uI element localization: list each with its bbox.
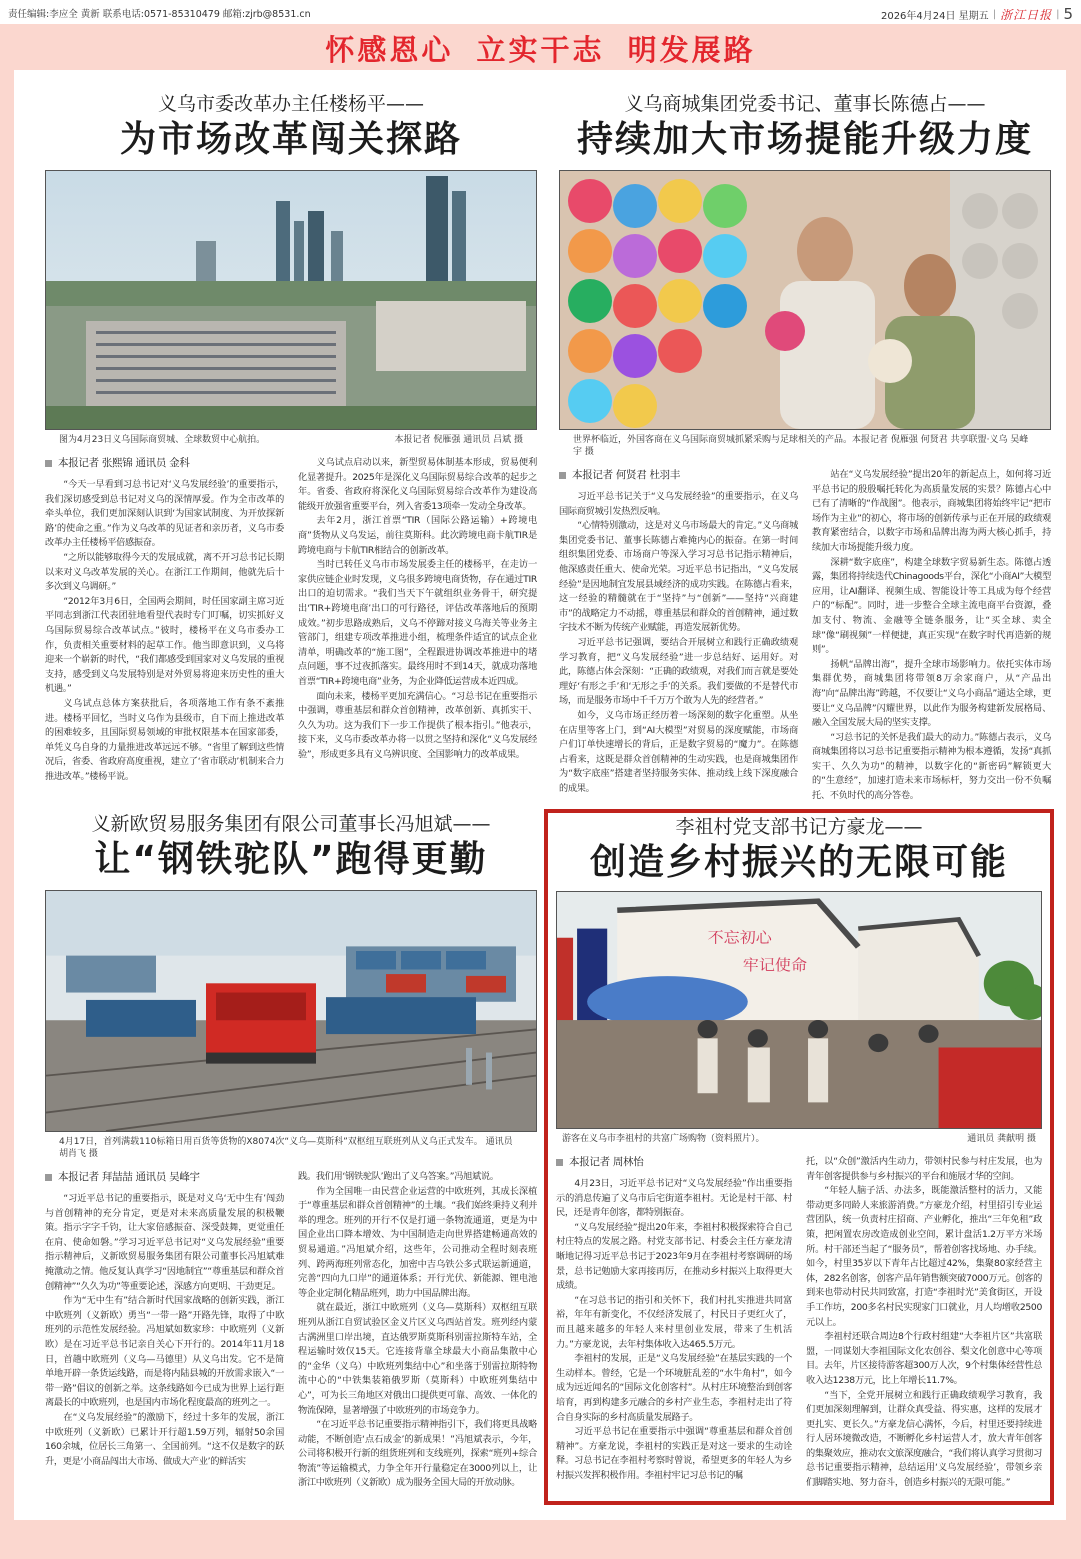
paragraph: 当时已转任义乌市市场发展委主任的楼杨平，在走访一家供应链企业时发现，义乌很多跨境电商货物，存在通过TIR出口的迫切需求。“我们当天下午就组织业务骨干，研究提出‘TIR+跨境电商’出口的可行路径，评估改革落地后的预期成效。”初步思路成熟后，义乌不停蹄对接义乌海关等业务主管部门，组建专项改革推进小组，梳理条件适宜的试点企业清单，明确改革的“施工图”，全程跟进协调改革推进中的堵点问题，事不过夜抓落实。最终用时不到14天，就成功落地首票“TIR+跨境电商”业务，为企业降低运营成本近四成。 <box>298 559 537 687</box>
article-headline: 持续加大市场提能升级力度 <box>576 119 1033 160</box>
paragraph: 习近平总书记关于“义乌发展经验”的重要指示，在义乌国际商贸城引发热烈反响。 <box>559 491 798 517</box>
article-column <box>298 452 537 784</box>
photo-caption-row <box>45 1136 537 1160</box>
paragraph: 托，以“众创”激活内生动力，带领村民参与村庄发展，也为青年创客提供参与乡村振兴的平台和施展才华的空间。 <box>806 1156 1042 1182</box>
byline-text: 本报记者 周林怡 <box>569 1156 644 1168</box>
article-body <box>45 1166 537 1491</box>
photo-credit: 通讯员 龚献明 摄 <box>967 1134 1036 1144</box>
wall-slogan-1: 不忘初心 <box>707 928 772 947</box>
article-feng-xubin <box>45 812 537 1502</box>
photo-illustration <box>557 892 1041 1128</box>
paragraph: 面向未来，楼杨平更加充满信心。“习总书记在重要指示中强调，尊重基层和群众首创精神，改革创新、真抓实干、久久为功。这为我们下一步工作提供了根本指引。”他表示，接下来，义乌市委改革办将一以贯之坚持和深化“义乌发展经验”，形成更多具有义乌辨识度、全国影响力的改革成果。 <box>298 690 537 760</box>
byline-text: 本报记者 张熙锦 通讯员 金科 <box>58 457 190 469</box>
paper-logo: 浙江日报 <box>1000 7 1053 22</box>
byline-text: 本报记者 何贤君 杜羽丰 <box>572 469 681 481</box>
paragraph: “心情特别激动，这是对义乌市场最大的肯定。”义乌商城集团党委书记、董事长陈德占难掩内心的振奋。在第一时间组织集团党委、市场商户等深入学习习总书记指示精神后，他深感责任重大、使命光荣。习近平总书记指出，“义乌发展经验”是因地制宜发展县域经济的成功实践。在陈德占看来，这一经验的精髓就在于“坚持”与“创新”——坚持“兴商建市”的战略定力不动摇，尊重基层和群众的首创精神，通过数字技术不断为传统产业赋能，再造发展新优势。 <box>559 520 798 634</box>
issue-date: 2026年4月24日 星期五 <box>880 10 989 22</box>
article-kicker: 义乌商城集团党委书记、董事长陈德占—— <box>624 93 986 115</box>
paragraph: “义乌发展经验”提出20年来，李祖村积极探索符合自己村庄特点的发展之路。村党支部书记、村委会主任方豪龙清晰地记得习近平总书记于2023年9月在李祖村考察调研的场景，总书记勉励大家再接再厉，在推动乡村振兴上取得更大成绩。 <box>556 1221 792 1292</box>
article-byline <box>45 1170 284 1184</box>
masthead-right <box>881 5 1073 23</box>
paragraph: “今天一早看到习总书记对‘义乌发展经验’的重要指示，我们深切感受到总书记对义乌的深情厚爱。作为全市改革的牵头单位，我们更加深刻认识到‘为国家试制度、为开放探新路’的使命之重。”作为义乌改革的见证者和亲历者，义乌市委改革办主任楼杨平倍感振奋。 <box>45 479 284 549</box>
article-column <box>45 1166 284 1491</box>
masthead <box>0 0 1081 24</box>
photo-football-buyers <box>559 170 1051 430</box>
paragraph: “年轻人脑子活、办法多，既能激活整村的活力，又能带动更多同龄人来旅游消费。”方豪龙介绍，村里招引专业运营团队，统一负责村庄招商、产业孵化，推出“三年免租”政策，把闲置农房改造成创业空间，累计盘活1.2万平方米场所。村干部还当起了“服务员”，帮着创客找场地、办手续。如今，村里35岁以下青年占比超过42%，集聚80家经营主体，282名创客，创客产品年销售额突破7000万元。创客的到来也带动村民共同致富，打造“李祖时光”美食街区，开设手工作坊，200多名村民实现家门口就业，月人均增收2500元以上。 <box>806 1185 1042 1328</box>
paragraph: 义乌试点启动以来，新型贸易体制基本形成，贸易便利化显著提升。2025年是深化义乌国际贸易综合改革的起步之年。省委、省政府将深化义乌国际贸易综合改革作为建设高能级开放强省重要平台，列入省委13项牵一发动全身改革。 <box>298 457 537 512</box>
separator: | <box>1056 8 1060 20</box>
article-byline <box>559 468 798 482</box>
paragraph: “在习总书记的指引和关怀下，我们村扎实推进共同富裕，年年有新变化，不仅经济发展了，村民日子更红火了，而且越来越多的年轻人来村里创业发展，带来了生机活力。”方豪龙说，去年村集体收入达465.5万元。 <box>556 1294 792 1350</box>
article-body <box>45 452 537 784</box>
article-body <box>556 1151 1042 1491</box>
article-column <box>806 1151 1042 1491</box>
paragraph: 扬帆“品牌出海”，提升全球市场影响力。依托实体市场集群优势，商城集团将带领8万余家商户，从“产品出海”向“品牌出海”跨越，不仅要让“义乌小商品”通达全球，更要让“义乌品牌”闪耀世界，以此作为服务构建新发展格局、融入全国发展大局的坚实支撑。 <box>812 658 1051 729</box>
article-byline <box>556 1155 792 1169</box>
article-kicker: 义新欧贸易服务集团有限公司董事长冯旭斌—— <box>91 813 491 835</box>
paragraph: 4月23日，习近平总书记对“义乌发展经验”作出重要指示的消息传遍了义乌市后宅街道李祖村。无论是村干部、村民，还是青年创客，都特别振奋。 <box>556 1178 792 1219</box>
article-lou-yangping <box>45 92 537 804</box>
article-byline <box>45 456 284 470</box>
article-column <box>45 452 284 784</box>
photo-credit: 本报记者 倪雁强 通讯员 吕斌 摄 <box>394 435 523 445</box>
byline-marker-icon <box>556 1159 563 1166</box>
aerial-photo-trade-city <box>45 170 537 430</box>
photo-illustration <box>46 891 536 1131</box>
photo-illustration <box>560 171 1050 429</box>
photo-caption: 图为4月23日义乌国际商贸城、全球数贸中心航拍。 <box>59 435 266 445</box>
photo-caption: 世界杯临近，外国客商在义乌国际商贸城抓紧采购与足球相关的产品。本报记者 倪雁强 何贤君 共享联盟·义乌 吴峰宇 摄 <box>573 435 1029 457</box>
paragraph: 在“义乌发展经验”的激励下，经过十多年的发展，浙江中欧班列（义新欧）已累计开行超1.59万列，辐射50余国160余城，位居长三角第一、全国前列。“这不仅是数字的跃升，更是‘小商品闯出大市场、做成大产业’的鲜活实 <box>45 1411 284 1467</box>
article-kicker: 李祖村党支部书记方豪龙—— <box>675 816 923 838</box>
photo-caption: 4月17日，首列满载110标箱日用百货等货物的X8074次“义乌—莫斯科”双枢纽互联班列从义乌正式发车。 通讯员 胡肖飞 摄 <box>59 1137 513 1159</box>
article-headline: 为市场改革闯关探路 <box>119 119 462 160</box>
photo-caption: 游客在义乌市李祖村的共富广场购物（资料照片）。 <box>562 1134 765 1144</box>
paragraph: “习总书记的关怀是我们最大的动力。”陈德占表示，义乌商城集团将以习总书记重要指示精神为根本遵循，发扬“真抓实干、久久为功”的精神，以数字化的“新密码”解锁更大的“生意经”，加速打造未来市场标杆，努力交出一份不负嘱托、不负时代的高分答卷。 <box>812 731 1051 802</box>
wall-slogan-2: 牢记使命 <box>742 956 808 974</box>
paragraph: 李祖村的发展，正是“义乌发展经验”在基层实践的一个生动样本。曾经，它是一个环境脏乱差的“水牛角村”，如今成为远近闻名的“国际文化创客村”。从村庄环境整治到创客培育，再到构建多元融合的乡村产业生态，李祖村走出了符合自身实际的乡村高质量发展路子。 <box>556 1353 792 1423</box>
banner-title: 怀感恩心 立实干志 明发展路 <box>325 33 756 67</box>
paragraph: “2012年3月6日，全国两会期间，时任国家副主席习近平同志到浙江代表团驻地看望代表时专门叮嘱，切实抓好义乌国际贸易综合改革试点。”彼时，楼杨平在义乌市委办工作，负责相关重要材料的起草工作。他当即意识到，义乌将迎来一个崭新的时代，“我们都感受到国家对义乌发展的重视支持，感受到义乌发展特别是对外贸易将迎来历史性的重大机遇。” <box>45 595 284 695</box>
paragraph: 践。我们用‘钢铁驼队’跑出了义乌答案。”冯旭斌说。 <box>298 1171 499 1182</box>
paragraph: 就在最近，浙江中欧班列（义乌—莫斯科）双枢纽互联班列从浙江自贸试验区金义片区义乌西站首发。班列经内蒙古满洲里口岸出境，直达俄罗斯莫斯科别雷拉斯特车站，全程运输时效仅15天。它连接背靠全球最大小商品集散中心的“金华（义乌）中欧班列集结中心”和坐落于别雷拉斯特物流中心的“中铁集装箱俄罗斯（莫斯科）中欧班列集结中心”，可为长三角地区对俄出口提供更可靠、高效、一体化的物流保障，显著增强了中欧班列的市场竞争力。 <box>298 1302 537 1416</box>
article-column <box>556 1151 792 1491</box>
paragraph: “之所以能够取得今天的发展成就，离不开习总书记长期以来对义乌改革发展的关心。在浙江工作期间，他就先后十多次到义乌调研。” <box>45 551 284 593</box>
paragraph: 站在“义乌发展经验”提出20年的新起点上，如何将习近平总书记的殷殷嘱托转化为高质量发展的实景？陈德占心中已有了清晰的“作战图”。他表示，商城集团将始终牢记“把市场作为主业”的初心，将市场的创新传承与正在开展的政绩观教育紧密结合，以数字市场和品牌出海为两大核心抓手，持续加大市场提能升级力度。 <box>812 469 1051 553</box>
paragraph: 习近平总书记强调，要结合开展树立和践行正确政绩观学习教育，把“义乌发展经验”进一步总结好、运用好。对此，陈德占体会深刻：“正确的政绩观，对我们而言就是要处理好‘有形之手’和‘无形之手’的关系。我们要做的不是替代市场，而是服务市场中千千万万个敢为人先的经营者。” <box>559 636 798 707</box>
article-column <box>559 464 798 804</box>
byline-text: 本报记者 拜喆喆 通讯员 吴峰宇 <box>58 1171 200 1183</box>
paragraph: “当下，全党开展树立和践行正确政绩观学习教育，我们更加深刻理解到，让群众真受益、得实惠，这样的发展才更扎实、更长久。”方豪龙信心满怀，今后，村里还要持续进行人居环境微改造，不断孵化乡村运营人才，放大青年创客的集聚效应，推动农文旅深度融合，“我们将认真学习贯彻习总书记重要指示精神，总结运用‘义乌发展经验’，带领乡亲们脚踏实地、努力奋斗，创造乡村振兴的无限可能。” <box>806 1389 1042 1489</box>
article-fang-haolong <box>545 810 1053 1504</box>
editor-info: 责任编辑:李应全 黄新 联系电话:0571-85310479 邮箱:zjrb@8531.cn <box>8 9 311 20</box>
page-sheet <box>14 70 1066 1520</box>
article-column <box>812 464 1051 804</box>
photo-caption-row <box>45 434 537 446</box>
paragraph: “习近平总书记的重要指示，既是对义乌‘无中生有’闯劲与首创精神的充分肯定，更是对未来高质量发展的积极鞭策。指示字字千钧，让大家倍感振奋、深受鼓舞，更觉重任在肩、使命如磐。”学习习近平总书记对“义乌发展经验”重要指示精神后，义新欧贸易服务集团有限公司董事长冯旭斌难掩激动之情。他反复认真学习“因地制宜”“尊重基层和群众首创精神”“久久为功”等重要论述，深感方向更明、干劲更足。 <box>45 1193 284 1292</box>
photo-caption-row <box>556 1133 1042 1145</box>
article-kicker: 义乌市委改革办主任楼杨平—— <box>157 93 424 115</box>
paragraph: 作为“无中生有”结合新时代国家战略的创新实践，浙江中欧班列（义新欧）勇当“一带一路”开路先锋，取得了中欧班列的示范性发展经验。冯旭斌如数家珍：中欧班列（义新欧）是在习近平总书记亲自关心下开行的。2014年11月18日，首趟中欧班列（义乌—马德里）从义乌出发。它不是简单地开辟一条货运线路，而是将内陆县城的开放需求嵌入“一带一路”倡议的创新之举。这条线路如今已成为世界上运行距离最长的中欧班列，也是国内市场化程度最高的班列之一。 <box>45 1295 284 1409</box>
photo-lizu-village <box>556 891 1042 1129</box>
page-number: 5 <box>1063 5 1073 23</box>
photo-freight-train <box>45 890 537 1132</box>
article-headline: 创造乡村振兴的无限可能 <box>589 842 1008 883</box>
paragraph: 深耕“数字底座”，构建全球数字贸易新生态。陈德占透露，集团将持续迭代Chinagoods平台，深化“小商AI”大模型应用，让AI翻译、视频生成、智能设计等工具成为每个经营户的“标配”。同时，进一步整合全球主流电商平台资源，叠加支付、物流、金融等全链条服务，让“买全球、卖全球”像“刷视频”一样便捷，真正实现“在数字时代再造新的规则”。 <box>812 556 1051 656</box>
paragraph: 去年2月，浙江首票“TIR（国际公路运输）+跨境电商”货物从义乌发运，前往莫斯科。此次跨境电商卡航TIR是跨境电商与卡航TIR相结合的创新改革。 <box>298 515 537 556</box>
article-body <box>559 464 1051 804</box>
paragraph: 作为全国唯一由民营企业运营的中欧班列，其成长深植于“尊重基层和群众首创精神”的土壤。“我们始终秉持义利并举的理念。班列的开行不仅是打通一条物流通道，更是为中国企业出口降本增效、为中国制造走向世界搭建畅通高效的贸易通道。”冯旭斌介绍，这些年，公司推动全程时刻表班列、跨两海班列常态化，加密中吉乌铁公多式联运新通道，完善“四向九口岸”的通道体系；开行光伏、新能源、锂电池等企业定制化精品班列，助力中国品牌出海。 <box>298 1185 537 1299</box>
article-column <box>298 1166 537 1491</box>
byline-marker-icon <box>559 472 566 479</box>
paragraph: 义乌试点总体方案获批后，各项落地工作有条不紊推进。楼杨平回忆，当时义乌作为县级市，自下而上推进改革的困难较多，且国际贸易领域的审批权限基本在国家部委，单凭义乌自身的力量推进改革远远不够。“省里了解到这些情况后，省委、省政府高度重视，建立了‘省市联动’机制来合力推进改革。”楼杨平说。 <box>45 697 284 782</box>
section-banner <box>0 24 1081 70</box>
paragraph: 习近平总书记在重要指示中强调“尊重基层和群众首创精神”。方豪龙说，李祖村的实践正是对这一要求的生动诠释。习总书记在李祖村考察时曾说，希望更多的年轻人为乡村振兴发挥积极作用。李祖村牢记习总书记的嘱 <box>556 1426 792 1481</box>
paragraph: 如今，义乌市场正经历着一场深刻的数字化重塑。从坐在店里等客上门，到“AI大模型”对贸易的深度赋能，市场商户们订单快速增长的背后，正是数字贸易的“魔力”。在陈德占看来，这既是群众首创精神的生动实践，也是商城集团作为“数字底座”搭建者坚持服务实体、推动线上线下深度融合的成果。 <box>559 709 798 794</box>
paragraph: 李祖村还联合周边8个行政村组建“大李祖片区”共富联盟，一同谋划大李祖国际文化农创谷、梨文化创意中心等项目。去年，片区接待游客超300万人次，9个村集体经营性总收入达1238万元，比上年增长11.7%。 <box>806 1331 1042 1386</box>
byline-marker-icon <box>45 1174 52 1181</box>
article-headline: 让“钢铁驼队”跑得更勤 <box>94 839 488 880</box>
photo-illustration <box>46 171 536 429</box>
article-chen-dezhan <box>559 92 1051 804</box>
byline-marker-icon <box>45 460 52 467</box>
photo-caption-row <box>559 434 1051 458</box>
paragraph: “在习近平总书记重要指示精神指引下，我们将更具战略动能，不断创造‘点石成金’的新成果！”冯旭斌表示，今年，公司将积极开行新的组货班列和支线班列，探索“班列+综合物流”等运输模式，力争全年开行量稳定在3000列以上，让浙江中欧班列（义新欧）成为服务全国大局的开放动脉。 <box>298 1419 537 1489</box>
separator: | <box>992 8 997 20</box>
